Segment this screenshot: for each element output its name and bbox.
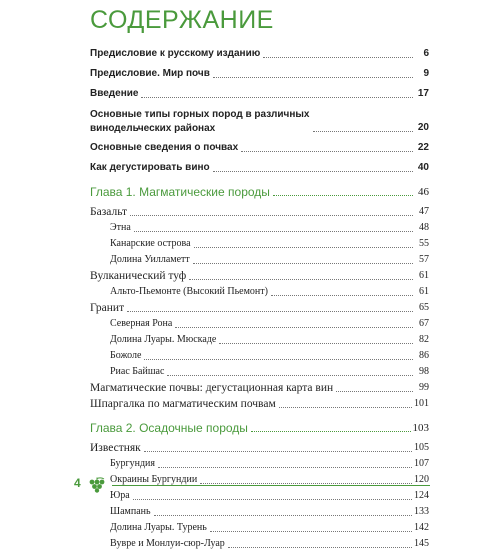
toc-page-number: 47 xyxy=(419,206,429,217)
toc-entry-label: Предисловие. Мир почв xyxy=(90,68,210,79)
toc-section[interactable] xyxy=(90,380,429,396)
dot-leader xyxy=(141,97,413,98)
toc-entry[interactable] xyxy=(90,86,429,102)
page-number: 4 xyxy=(74,476,81,490)
toc-section[interactable] xyxy=(90,300,429,316)
dot-leader xyxy=(193,263,413,264)
toc-entry[interactable] xyxy=(90,160,429,176)
toc-page-number: 99 xyxy=(419,382,429,393)
toc-page-number: 124 xyxy=(414,490,429,501)
toc-section[interactable] xyxy=(90,396,429,412)
toc-subsection-label: Вувре и Монлуи-сюр-Луар xyxy=(110,538,225,549)
toc-subsection[interactable] xyxy=(90,252,429,268)
dot-leader xyxy=(313,131,413,132)
toc-page-number: 67 xyxy=(419,318,429,329)
dot-leader xyxy=(130,215,413,216)
dot-leader xyxy=(189,279,413,280)
toc-entry-label: Как дегустировать вино xyxy=(90,162,210,173)
toc-subsection[interactable] xyxy=(90,348,429,364)
toc-page-number: 6 xyxy=(423,48,429,59)
toc-chapter-2[interactable] xyxy=(90,420,429,436)
toc-section-label: Гранит xyxy=(90,302,125,314)
toc-subsection[interactable] xyxy=(90,236,429,252)
dot-leader xyxy=(271,295,413,296)
toc-subsection[interactable] xyxy=(90,504,429,520)
toc-page-number: 133 xyxy=(414,506,429,517)
toc-subsection[interactable] xyxy=(90,332,429,348)
toc-subsection[interactable] xyxy=(90,220,429,236)
dot-leader xyxy=(154,515,412,516)
toc-page-number: 65 xyxy=(419,302,429,313)
toc-page-number: 17 xyxy=(417,88,429,99)
toc-subsection[interactable] xyxy=(90,316,429,332)
footer-divider xyxy=(112,485,430,486)
toc-entry-label: Предисловие к русскому изданию xyxy=(90,48,261,59)
toc-section-label: Базальт xyxy=(90,206,128,218)
toc-section[interactable] xyxy=(90,268,429,284)
dot-leader xyxy=(213,77,413,78)
toc-entry[interactable] xyxy=(90,66,429,82)
toc-page-number: 61 xyxy=(419,270,429,281)
toc-subsection-label: Окраины Бургундии xyxy=(110,474,198,485)
toc-section-label: Известняк xyxy=(90,442,141,454)
toc-page-number: 9 xyxy=(423,68,429,79)
chapter-title: Глава 1. Магматические породы xyxy=(90,185,270,199)
toc-section-label: Шпаргалка по магматическим почвам xyxy=(90,398,276,410)
toc-subsection[interactable] xyxy=(90,536,429,552)
toc-page-number: 145 xyxy=(414,538,429,549)
dot-leader xyxy=(213,171,413,172)
dot-leader xyxy=(219,343,413,344)
toc-page-number: 98 xyxy=(419,366,429,377)
dot-leader xyxy=(175,327,413,328)
toc-subsection-label: Долина Луары. Мюскаде xyxy=(110,334,217,345)
toc-entry[interactable] xyxy=(90,106,429,136)
dot-leader xyxy=(241,151,413,152)
dot-leader xyxy=(200,483,412,484)
toc-page-number: 57 xyxy=(419,254,429,265)
toc-subsection-label: Бургундия xyxy=(110,458,155,469)
dot-leader xyxy=(167,375,413,376)
toc-subsection[interactable] xyxy=(90,488,429,504)
toc-section[interactable] xyxy=(90,204,429,220)
toc-page-number: 61 xyxy=(419,286,429,297)
toc-entry-label: Основные сведения о почвах xyxy=(90,142,239,153)
toc-subsection-label: Риас Байшас xyxy=(110,366,165,377)
toc-subsection[interactable] xyxy=(90,520,429,536)
dot-leader xyxy=(194,247,413,248)
toc-subsection-label: Божоле xyxy=(110,350,142,361)
toc-page-number: 22 xyxy=(417,142,429,153)
toc-subsection-label: Долина Луары. Турень xyxy=(110,522,207,533)
dot-leader xyxy=(279,407,412,408)
toc-entry-label: Основные типы горных пород в различных винодельческих районах xyxy=(90,109,310,134)
toc-chapter-1[interactable] xyxy=(90,184,429,200)
toc-page-number: 46 xyxy=(418,186,429,198)
toc-subsection-label: Юра xyxy=(110,490,130,501)
dot-leader xyxy=(273,195,413,196)
toc-page-number: 20 xyxy=(417,122,429,133)
toc-page-number: 105 xyxy=(414,442,429,453)
toc-subsection-label: Долина Уилламетт xyxy=(110,254,190,265)
dot-leader xyxy=(144,451,412,452)
page-title: СОДЕРЖАНИЕ xyxy=(90,6,274,34)
toc-entry[interactable] xyxy=(90,140,429,156)
dot-leader xyxy=(210,531,412,532)
toc-subsection-label: Северная Рона xyxy=(110,318,173,329)
toc-page-number: 103 xyxy=(412,422,429,434)
dot-leader xyxy=(228,547,412,548)
toc-subsection[interactable] xyxy=(90,364,429,380)
dot-leader xyxy=(144,359,413,360)
toc-subsection-label: Шампань xyxy=(110,506,151,517)
grape-icon xyxy=(86,477,110,498)
toc-page-number: 82 xyxy=(419,334,429,345)
toc-page-number: 48 xyxy=(419,222,429,233)
dot-leader xyxy=(251,431,411,432)
toc-section[interactable] xyxy=(90,440,429,456)
toc-page-number: 101 xyxy=(414,398,429,409)
table-of-contents xyxy=(90,46,429,552)
dot-leader xyxy=(127,311,413,312)
dot-leader xyxy=(134,231,413,232)
toc-page-number: 55 xyxy=(419,238,429,249)
toc-subsection[interactable] xyxy=(90,284,429,300)
toc-subsection-label: Альто-Пьемонте (Высокий Пьемонт) xyxy=(110,286,268,297)
toc-entry-label: Введение xyxy=(90,88,139,99)
toc-subsection-label: Канарские острова xyxy=(110,238,191,249)
dot-leader xyxy=(263,57,413,58)
toc-page-number: 40 xyxy=(417,162,429,173)
toc-page-number: 107 xyxy=(414,458,429,469)
dot-leader xyxy=(158,467,412,468)
toc-page-number: 120 xyxy=(414,474,429,485)
toc-subsection-label: Этна xyxy=(110,222,131,233)
toc-entry[interactable] xyxy=(90,46,429,62)
toc-page-number: 86 xyxy=(419,350,429,361)
toc-section-label: Магматические почвы: дегустационная карта вин xyxy=(90,382,334,394)
chapter-title: Глава 2. Осадочные породы xyxy=(90,421,248,435)
toc-section-label: Вулканический туф xyxy=(90,270,187,282)
dot-leader xyxy=(336,391,413,392)
toc-page-number: 142 xyxy=(414,522,429,533)
toc-subsection[interactable] xyxy=(90,456,429,472)
